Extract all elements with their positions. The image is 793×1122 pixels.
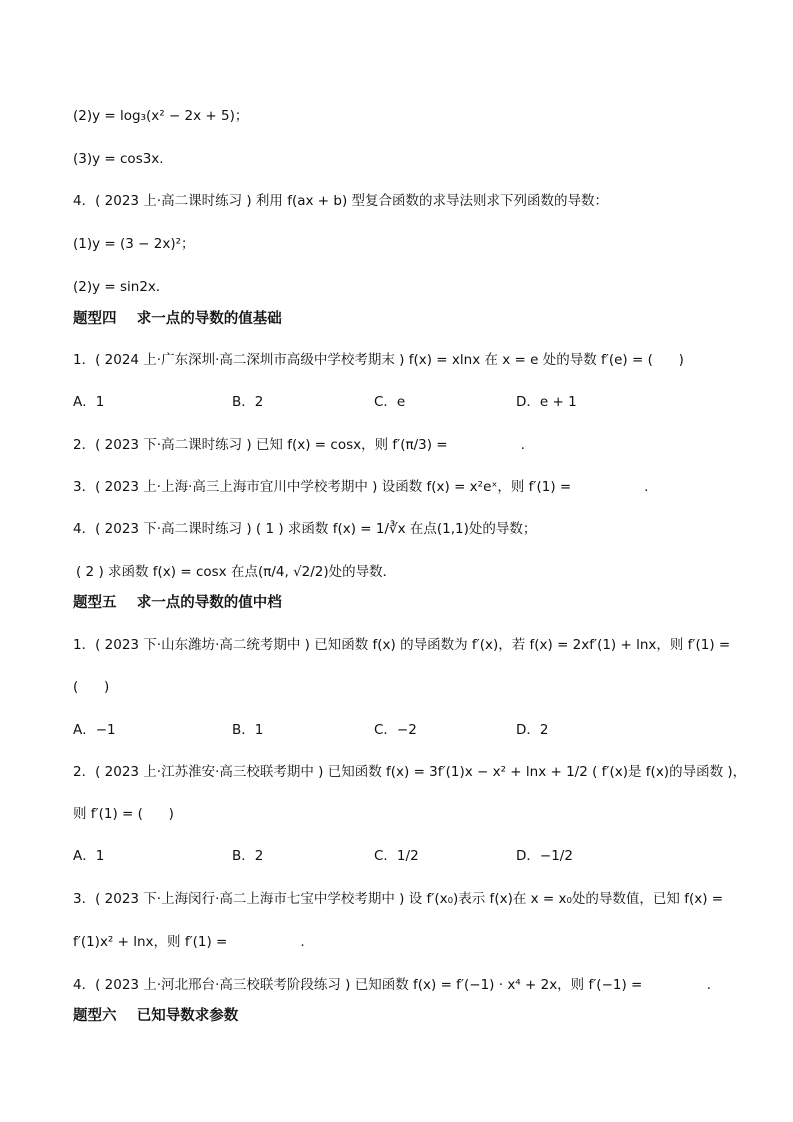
question-text: 2．( 2023 下·高二课时练习 ) 已知 f(x) = cosx，则 f′(π/3) = . (73, 437, 525, 453)
question-text: 3．( 2023 下·上海闵行·高二上海市七宝中学校考期中 ) 设 f′(x₀)表示 f(x)在 x = x₀处的导数值，已知 f(x) = (73, 891, 724, 907)
question-text: 1．( 2023 下·山东潍坊·高二统考期中 ) 已知函数 f(x) 的导函数为 f′(x)，若 f(x) = 2xf′(1) + lnx，则 f′(1) = (73, 637, 731, 653)
question-text: 1．( 2024 上·广东深圳·高二深圳市高级中学校考期末 ) f(x) = xlnx 在 x = e 处的导数 f′(e) = ( ) (73, 352, 684, 368)
option-a: A．1 (73, 394, 105, 410)
option-d: D．−1/2 (516, 848, 573, 864)
section-heading: 题型六 已知导数求参数 (73, 1008, 239, 1024)
question-text: 2．( 2023 上·江苏淮安·高三校联考期中 ) 已知函数 f(x) = 3f′(1)x − x² + lnx + 1/2 ( f′(x)是 f(x)的导函数 )， (73, 764, 747, 780)
option-a: A．−1 (73, 722, 116, 738)
option-b: B．2 (232, 394, 264, 410)
question-text: ( ) (73, 679, 110, 695)
option-c: C．−2 (374, 722, 417, 738)
option-a: A．1 (73, 848, 105, 864)
option-c: C．e (374, 394, 406, 410)
question-text: f′(1)x² + lnx，则 f′(1) = . (73, 934, 305, 950)
option-b: B．2 (232, 848, 264, 864)
option-c: C．1/2 (374, 848, 419, 864)
section-heading: 题型五 求一点的导数的值中档 (73, 595, 282, 611)
problem-line: (2)y = log₃(x² − 2x + 5)； (73, 108, 249, 124)
option-d: D．e + 1 (516, 394, 577, 410)
question-text: 3．( 2023 上·上海·高三上海市宜川中学校考期中 ) 设函数 f(x) = x²eˣ，则 f′(1) = . (73, 479, 649, 495)
problem-line: (1)y = (3 − 2x)²； (73, 236, 195, 252)
question-text: ( 2 ) 求函数 f(x) = cosx 在点(π/4, √2/2)处的导数． (76, 564, 397, 580)
problem-line: (2)y = sin2x． (73, 279, 170, 295)
problem-line: (3)y = cos3x. (73, 151, 164, 167)
question-text: 则 f′(1) = ( ) (73, 806, 174, 822)
option-d: D．2 (516, 722, 549, 738)
section-heading: 题型四 求一点的导数的值基础 (73, 311, 282, 327)
question-text: 4．( 2023 下·高二课时练习 ) ( 1 ) 求函数 f(x) = 1/∛x 在点(1,1)处的导数； (73, 521, 537, 537)
option-b: B．1 (232, 722, 264, 738)
problem-line: 4．( 2023 上·高二课时练习 ) 利用 f(ax + b) 型复合函数的求导法则求下列函数的导数： (73, 193, 609, 209)
question-text: 4．( 2023 上·河北邢台·高三校联考阶段练习 ) 已知函数 f(x) = f′(−1) · x⁴ + 2x，则 f′(−1) = . (73, 977, 711, 993)
